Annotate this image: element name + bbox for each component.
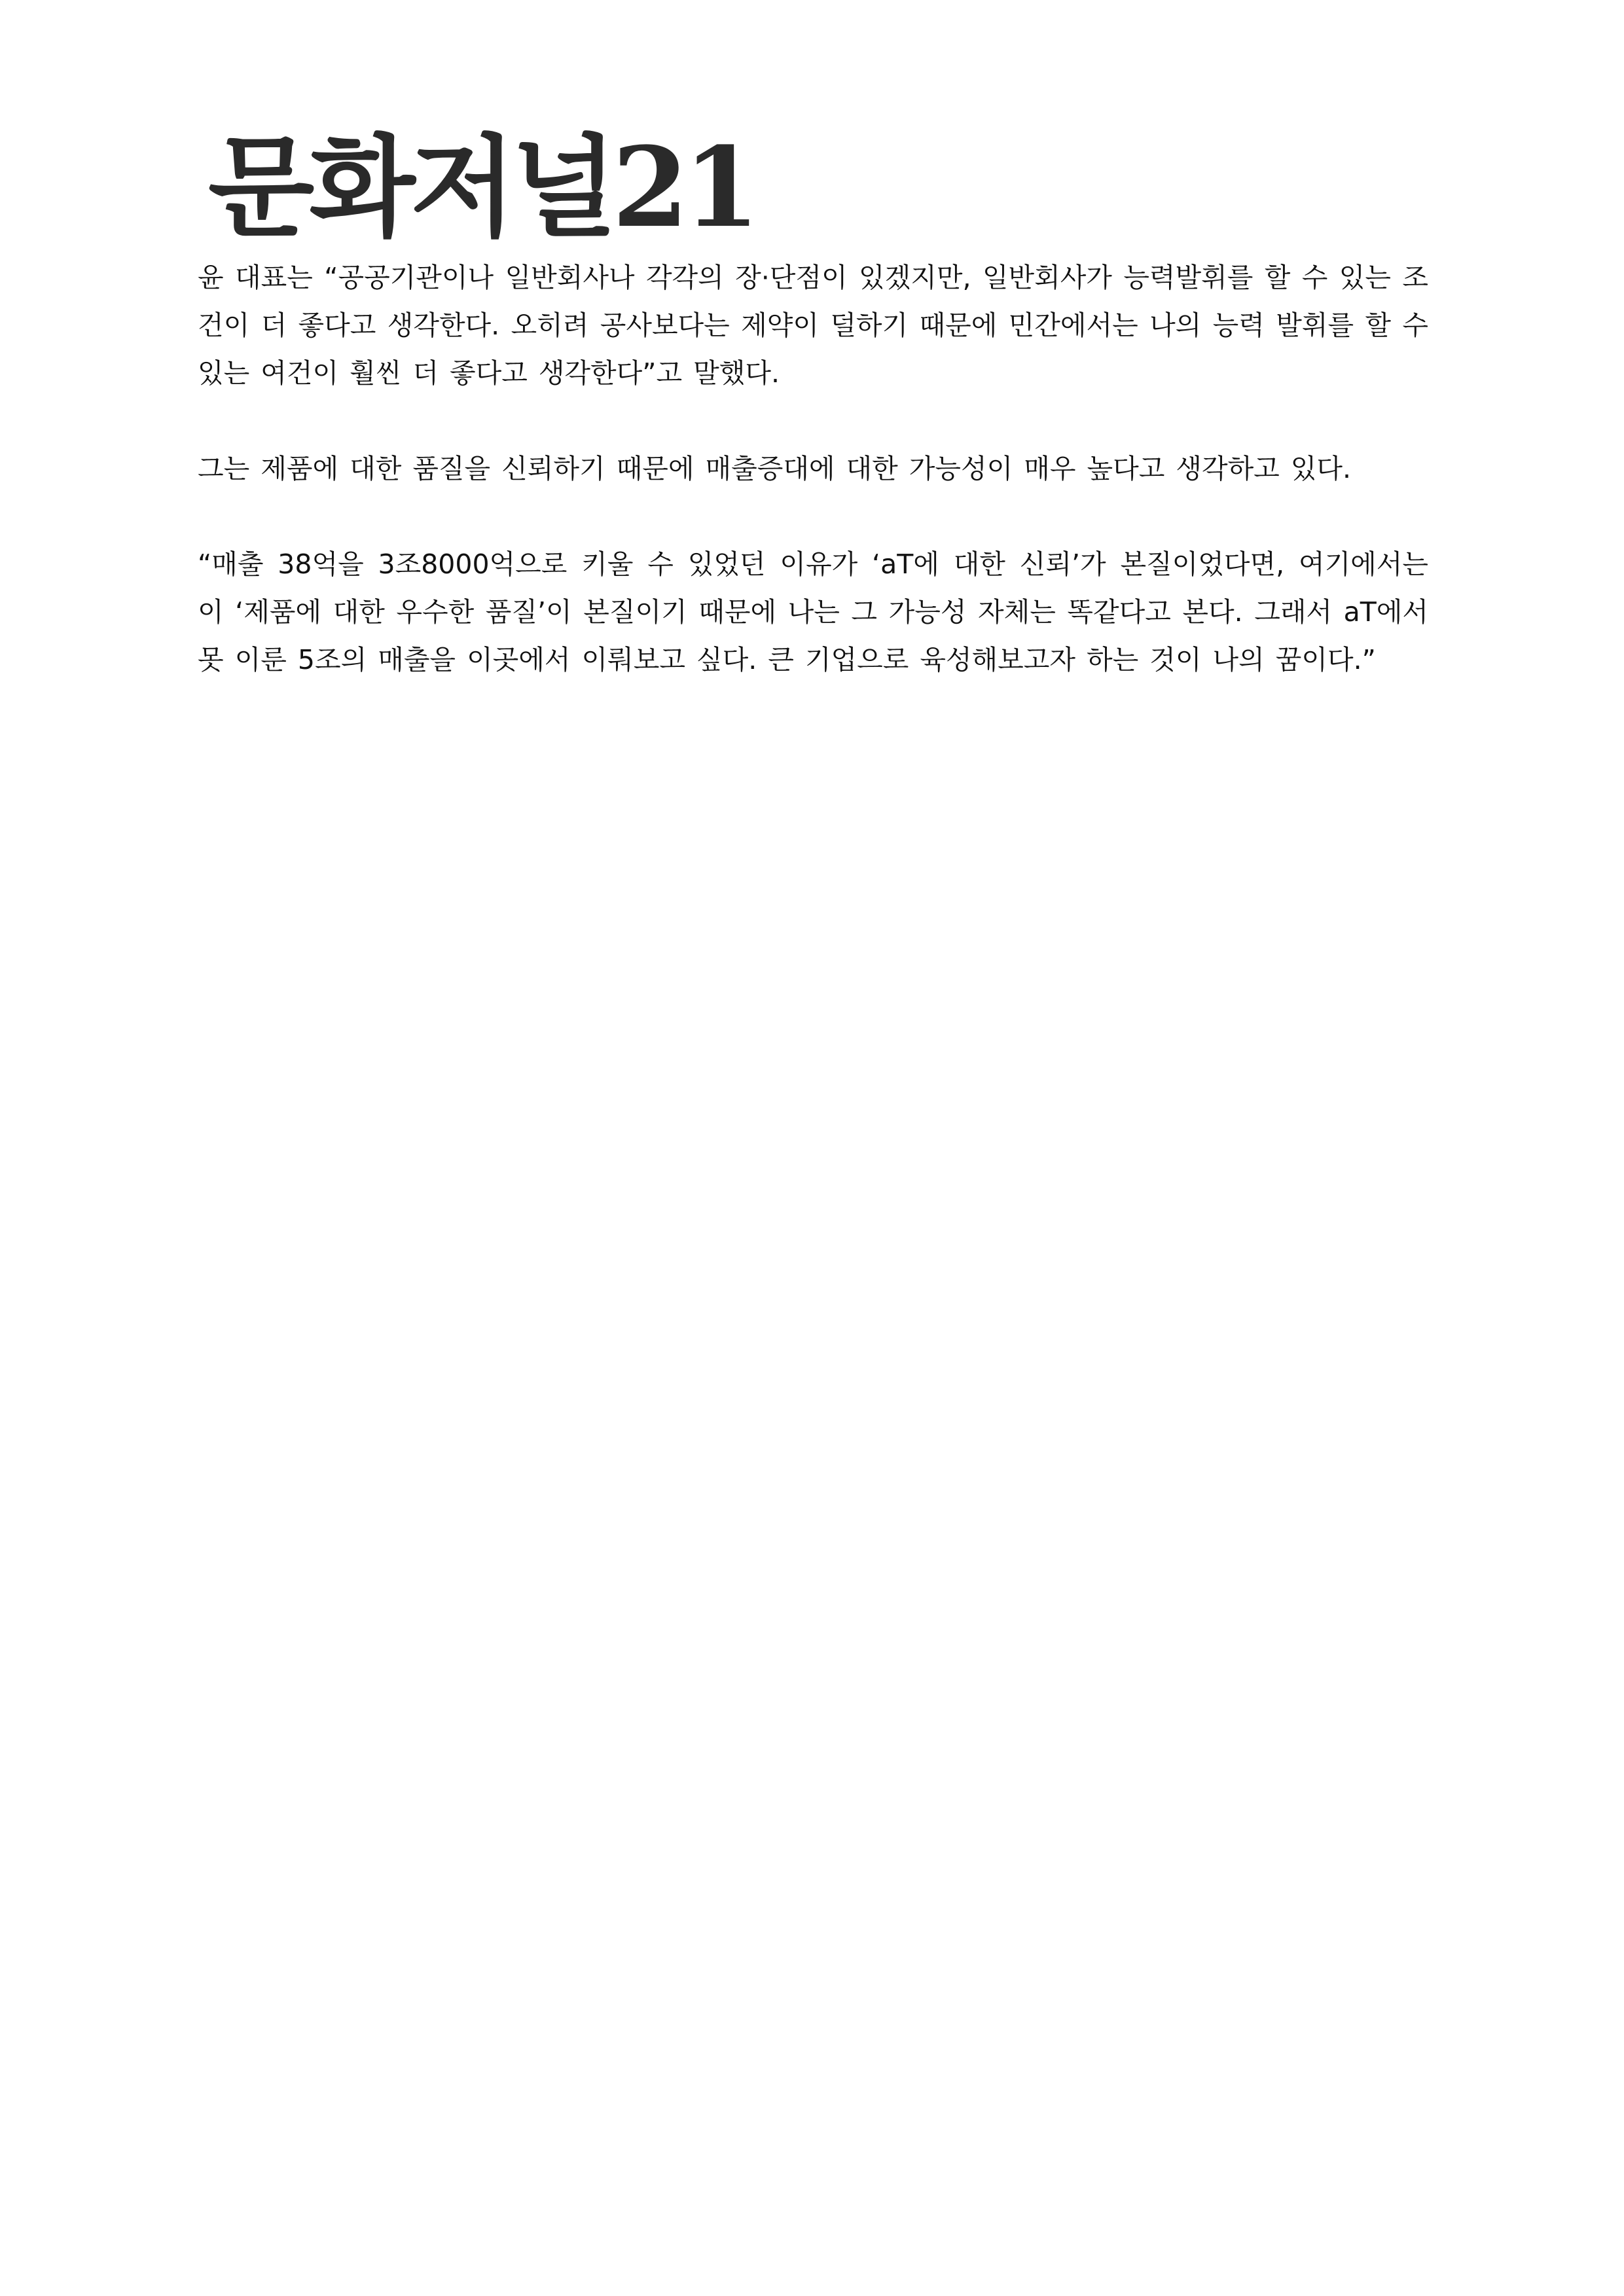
masthead: [208, 111, 755, 252]
article-paragraph-2: 그는 제품에 대한 품질을 신뢰하기 때문에 매출증대에 대한 가능성이 매우 높다고 생각하고 있다.: [198, 453, 1352, 484]
article-paragraph-1: 윤 대표는 “공공기관이나 일반회사나 각각의 장·단점이 있겠지만, 일반회사가 능력발휘를 할 수 있는 조건이 더 좋다고 생각한다. 오히려 공사보다는 제약이 덜하기 때문에 민간에서는 나의 능력 발휘를 할 수 있는 여건이 훨씬 더 좋다고 생각한다”고 말했다.: [198, 262, 1428, 389]
newspaper-logo: 문화저널21: [208, 122, 755, 252]
article-body: [198, 254, 1428, 684]
article-paragraph-3: “매출 38억을 3조8000억으로 키울 수 있었던 이유가 ‘aT에 대한 신뢰’가 본질이었다면, 여기에서는 이 ‘제품에 대한 우수한 품질’이 본질이기 때문에 나는 그 가능성 자체는 똑같다고 본다. 그래서 aT에서 못 이룬 5조의 매출을 이곳에서 이뤄보고 싶다. 큰 기업으로 육성해보고자 하는 것이 나의 꿈이다.”: [198, 548, 1428, 675]
